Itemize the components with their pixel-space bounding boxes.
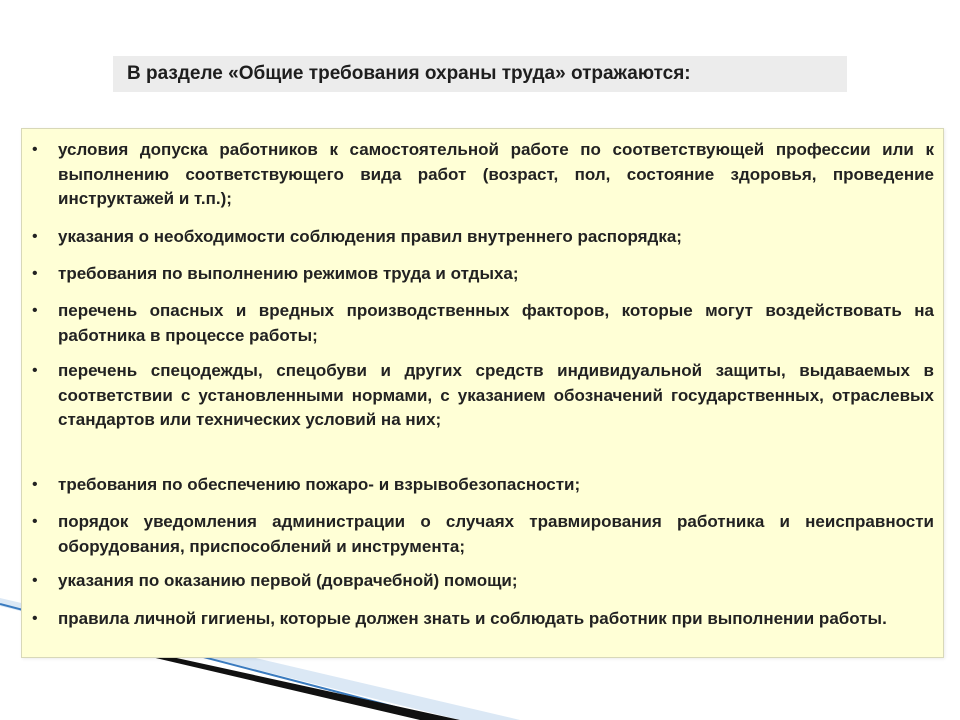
list-item-text: требования по обеспечению пожаро- и взрывобезопасности;	[58, 475, 581, 494]
bullet-icon: •	[32, 513, 38, 530]
list-item-text: перечень опасных и вредных производственных факторов, которые могут воздействовать на работника в процессе работы;	[58, 301, 934, 345]
bullet-icon: •	[32, 362, 38, 379]
bullet-icon: •	[32, 572, 38, 589]
bullet-icon: •	[32, 476, 38, 493]
list-item-text: указания о необходимости соблюдения правил внутреннего распорядка;	[58, 227, 682, 246]
content-panel	[21, 128, 944, 658]
list-item-text: правила личной гигиены, которые должен знать и соблюдать работник при выполнении работы.	[58, 609, 887, 628]
slide-title: В разделе «Общие требования охраны труда» отражаются:	[127, 63, 691, 84]
bullet-icon: •	[32, 228, 38, 245]
bullet-icon: •	[32, 265, 38, 282]
decorative-black-wedge	[130, 650, 460, 720]
bullet-icon: •	[32, 141, 38, 158]
requirements-list	[22, 129, 943, 657]
list-item-text: требования по выполнению режимов труда и отдыха;	[58, 264, 519, 283]
list-item-text: перечень спецодежды, спецобуви и других средств индивидуальной защиты, выдаваемых в соответствии с установленными нормами, с указанием обозначений государственных, отраслевых стандартов или технических условий на них;	[58, 361, 934, 429]
list-item-text: условия допуска работников к самостоятельной работе по соответствующей профессии или к выполнению соответствующего вида работ (возраст, пол, состояние здоровья, проведение инструктажей и т.п.);	[58, 140, 934, 208]
list-item-text: порядок уведомления администрации о случаях травмирования работника и неисправности оборудования, приспособлений и инструмента;	[58, 512, 934, 556]
list-item-text: указания по оказанию первой (доврачебной) помощи;	[58, 571, 518, 590]
slide-title-box	[113, 56, 847, 92]
bullet-icon: •	[32, 610, 38, 627]
bullet-icon: •	[32, 302, 38, 319]
